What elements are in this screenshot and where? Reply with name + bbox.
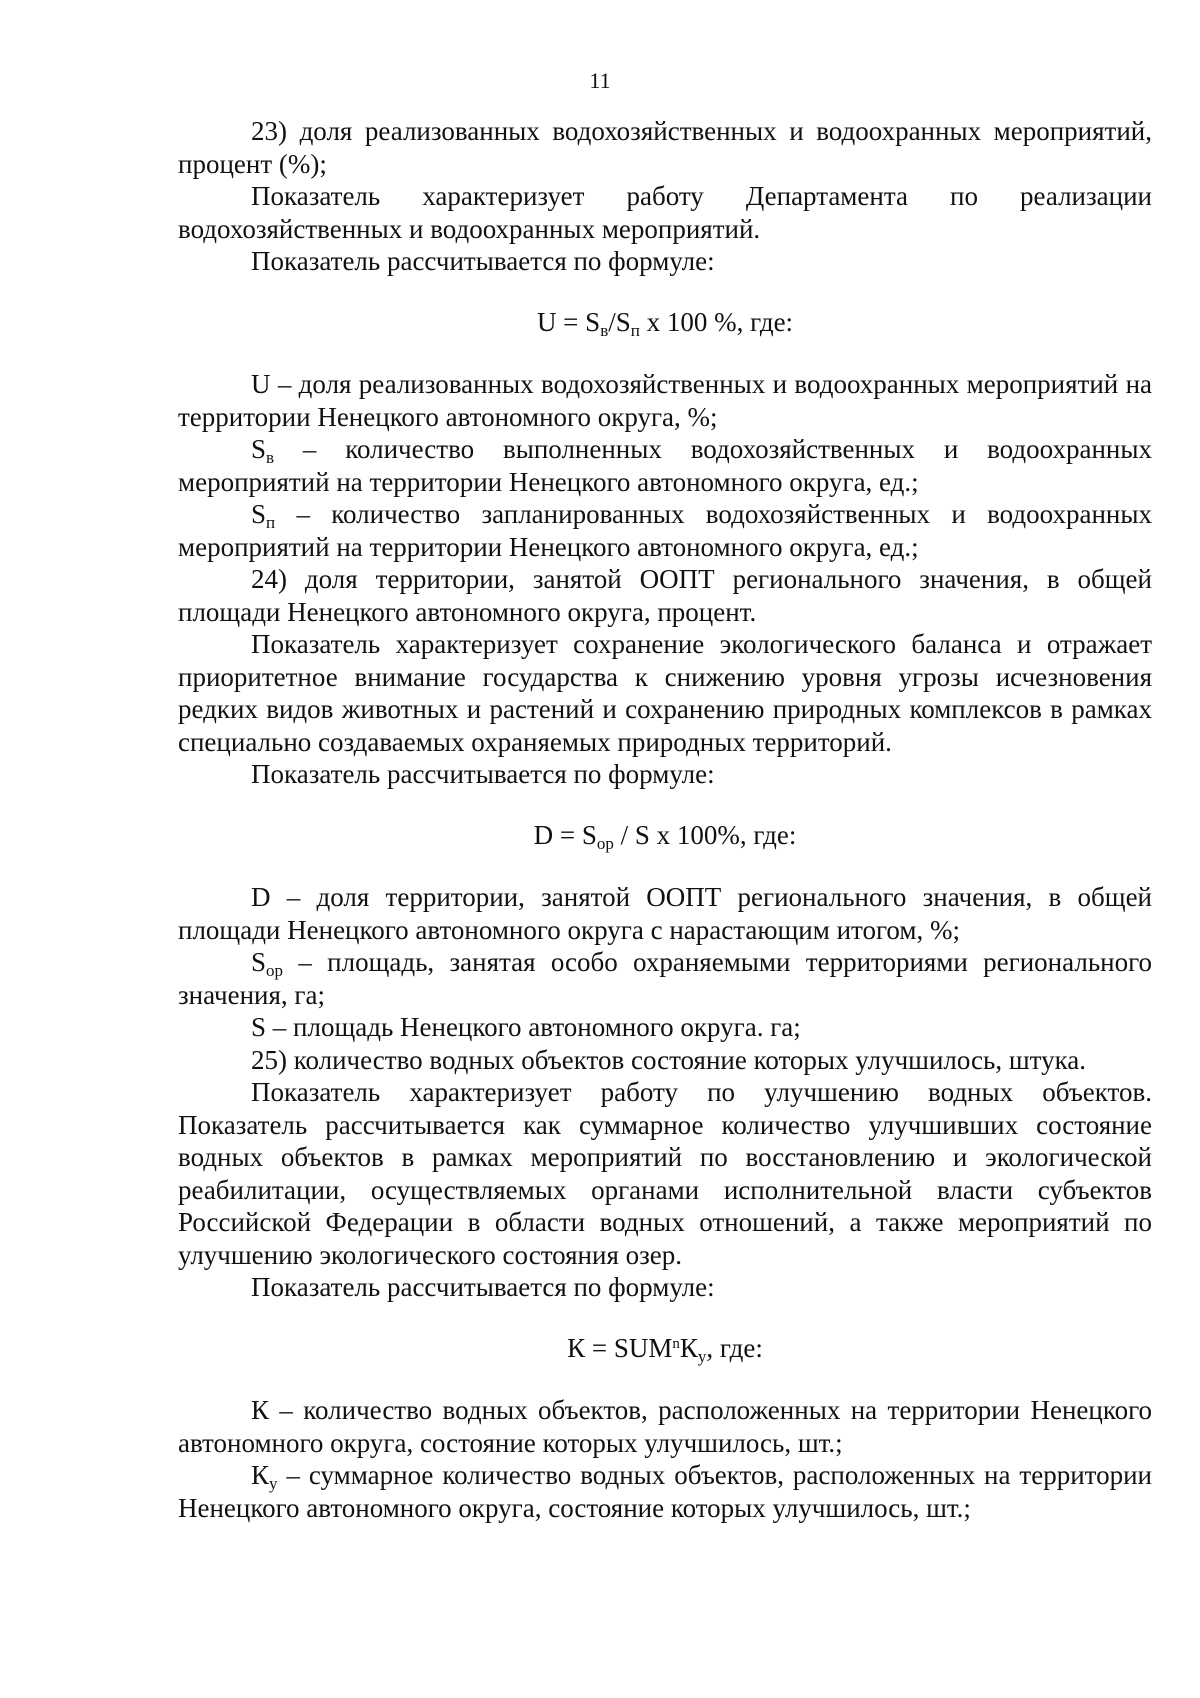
definition-u: U – доля реализованных водохозяйственных и водоохранных мероприятий на территории Ненецкого автономного округа, %; [178, 369, 1152, 432]
formula-k-lhs: К = SUM [567, 1332, 673, 1363]
formula-u-slash: /S [608, 306, 631, 337]
document-body [178, 115, 1152, 1524]
definition-s-p-symbol: S [251, 499, 267, 529]
formula-u-sub-p: п [630, 320, 640, 340]
definition-s-or-symbol: S [251, 947, 267, 977]
page-number: 11 [589, 68, 611, 93]
item-23-formula-intro: Показатель рассчитывается по формуле: [251, 246, 715, 276]
definition-k-y-symbol: К [251, 1460, 270, 1490]
formula-d [178, 819, 1152, 852]
definition-k-y [178, 1459, 1152, 1524]
definition-s-p [178, 498, 1152, 563]
formula-k-rest: , где: [706, 1332, 763, 1363]
formula-d-sub-or: ор [596, 833, 614, 853]
formula-u-sub-v: в [600, 320, 609, 340]
definition-s: S – площадь Ненецкого автономного округа. га; [251, 1012, 801, 1042]
formula-k [178, 1332, 1152, 1365]
formula-k-sup-n: n [672, 1335, 680, 1352]
definition-s-p-text: – количество запланированных водохозяйственных и водоохранных мероприятий на территории Ненецкого автономного округа, ед.; [178, 499, 1152, 562]
item-25-heading: 25) количество водных объектов состояние которых улучшилось, штука. [251, 1044, 1087, 1075]
definition-s-v-text: – количество выполненных водохозяйственных и водоохранных мероприятий на территории Ненецкого автономного округа, ед.; [178, 434, 1152, 497]
item-24-formula-intro: Показатель рассчитывается по формуле: [251, 759, 715, 789]
definition-k: К – количество водных объектов, расположенных на территории Ненецкого автономного округа, состояние которых улучшилось, шт.; [178, 1395, 1152, 1458]
definition-s-v [178, 433, 1152, 498]
item-23-description: Показатель характеризует работу Департамента по реализации водохозяйственных и водоохранных мероприятий. [178, 181, 1152, 244]
item-25-description: Показатель характеризует работу по улучшению водных объектов. Показатель рассчитывается как суммарное количество улучшивших состояние водных объектов в рамках мероприятий по восстановлению и экологической реабилитации, осуществляемых органами исполнительной власти субъектов Российской Федерации в области водных отношений, а также мероприятий по улучшению экологического состояния озер. [178, 1077, 1152, 1270]
definition-s-v-symbol: S [251, 434, 267, 464]
definition-d: D – доля территории, занятой ООПТ регионального значения, в общей площади Ненецкого автономного округа с нарастающим итогом, %; [178, 882, 1152, 945]
item-24-description: Показатель характеризует сохранение экологического баланса и отражает приоритетное внимание государства к снижению уровня угрозы исчезновения редких видов животных и растений и сохранению природных комплексов в рамках специально создаваемых охраняемых природных территорий. [178, 629, 1152, 757]
formula-u [178, 306, 1152, 339]
formula-d-rest: / S x 100%, где: [613, 819, 797, 850]
item-23-heading: 23) доля реализованных водохозяйственных и водоохранных мероприятий, процент (%); [178, 116, 1152, 179]
formula-k-sub-y: у [697, 1346, 707, 1366]
formula-k-mid: К [679, 1332, 698, 1363]
item-25-formula-intro: Показатель рассчитывается по формуле: [251, 1272, 715, 1302]
formula-u-rest: x 100 %, где: [639, 306, 794, 337]
definition-s-or-text: – площадь, занятая особо охраняемыми территориями регионального значения, га; [178, 947, 1152, 1010]
definition-s-or [178, 946, 1152, 1011]
definition-k-y-text: – суммарное количество водных объектов, расположенных на территории Ненецкого автономного округа, состояние которых улучшилось, шт.; [178, 1460, 1152, 1523]
item-24-heading: 24) доля территории, занятой ООПТ регионального значения, в общей площади Ненецкого автономного округа, процент. [178, 564, 1152, 627]
formula-u-lhs: U = S [536, 306, 601, 337]
formula-d-lhs: D = S [533, 819, 597, 850]
definition-s-v-sub: в [266, 448, 275, 467]
definition-s-or-sub: ор [266, 961, 284, 980]
definition-k-y-sub: у [269, 1474, 278, 1493]
definition-s-p-sub: п [266, 513, 276, 532]
